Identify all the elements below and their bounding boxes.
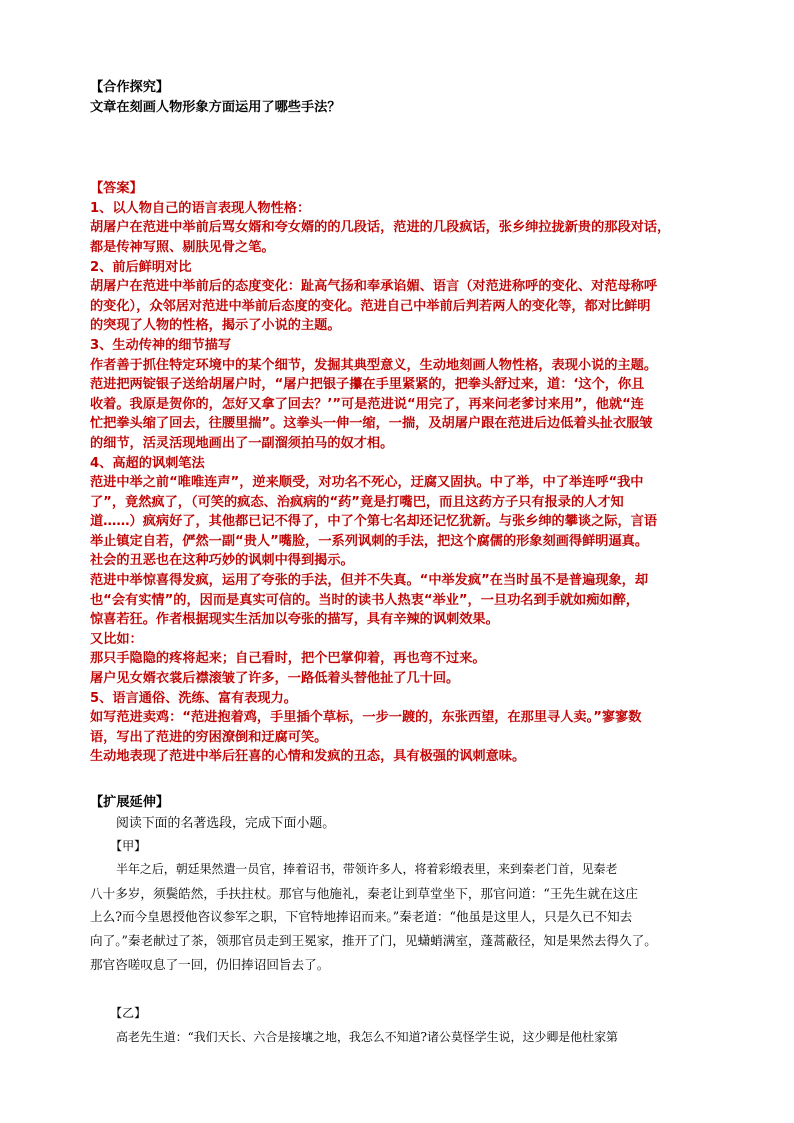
answer-line: 忙把拳头缩了回去，往腰里揣”。这拳头一伸一缩，一揣，及胡屠户跟在范进后边低着头扯衣服皱	[90, 416, 653, 432]
answer-line: 屠户见女婿衣裳后襟滚皱了许多，一路低着头替他扯了几十回。	[90, 671, 460, 687]
answer-line: 2、前后鲜明对比	[90, 259, 192, 275]
answer-line: 3、生动传神的细节描写	[90, 337, 232, 353]
answer-line: 生动地表现了范进中举后狂喜的心情和发疯的丑态，具有极强的讽刺意味。	[90, 749, 526, 765]
answer-body	[90, 199, 710, 767]
jia-line: 半年之后，朝廷果然遣一员官，捧着诏书，带领许多人，将着彩缎表里，来到秦老门首，见秦老	[116, 862, 618, 877]
jia-line: 上么?而今皇恩授他咨议参军之职，下官特地捧诏而来。”秦老道：“他虽是这里人，只是久已不知去	[90, 909, 633, 925]
yi-line: 高老先生道：“我们天长、六合是接壤之地，我怎么不知道?诸公莫怪学生说，这少卿是他杜家第	[116, 1029, 618, 1044]
extend-heading: 【扩展延伸】	[90, 795, 170, 810]
answer-line: 作者善于抓住特定环境中的某个细节，发掘其典型意义，生动地刻画人物性格，表现小说的主题。	[90, 357, 658, 373]
answer-line: 5、语言通俗、洗练、富有表现力。	[90, 690, 297, 706]
answer-line: 了”，竟然疯了，（可笑的疯态、治疯病的“药”竟是打嘴巴，而且这药方子只有报录的人才知	[90, 494, 624, 510]
answer-line: 又比如：	[90, 631, 143, 647]
answer-line: 胡屠户在范进中举前后的态度变化：趾高气扬和奉承谄媚、语言（对范进称呼的变化、对范母称呼	[90, 279, 658, 295]
jia-line: 向了。”秦老献过了茶，领那官员走到王冕家，推开了门，见蟏蛸满室，蓬蒿蔽径，知是果然去得久了。	[90, 932, 657, 948]
answer-line: 的细节，活灵活现地画出了一副溜须拍马的奴才相。	[90, 435, 394, 451]
jia-label: 【甲】	[110, 838, 147, 853]
answer-line: 的突现了人物的性格，揭示了小说的主题。	[90, 318, 341, 334]
answer-line: 的变化），众邻居对范进中举前后态度的变化。范进自己中举前后判若两人的变化等，都对比鲜明	[90, 298, 651, 314]
answer-line: 范进把两锭银子送给胡屠户时，“屠户把银子攥在手里紧紧的，把拳头舒过来，道：‘这个，你且	[90, 377, 645, 393]
coop-question: 文章在刻画人物形象方面运用了哪些手法？	[90, 99, 341, 115]
answer-line: 惊喜若狂。作者根据现实生活加以夸张的描写，具有辛辣的讽刺效果。	[90, 612, 499, 628]
answer-line: 如写范进卖鸡：“范进抱着鸡，手里插个草标，一步一踱的，东张西望，在那里寻人卖。”寥寥数	[90, 710, 642, 726]
answer-line: 4、高超的讽刺笔法	[90, 455, 205, 471]
answer-line: 举止镇定自若，俨然一副“贵人”嘴脸，一系列讽刺的手法，把这个腐儒的形象刻画得鲜明逼真。	[90, 533, 649, 549]
page-content	[90, 78, 710, 1049]
jia-passage	[90, 858, 710, 976]
answer-line: 胡屠户在范进中举前后骂女婿和夸女婿的的几段话，范进的几段疯话，张乡绅拉拢新贵的那段对话，	[90, 220, 671, 236]
yi-passage	[90, 1026, 710, 1050]
extend-instruction: 阅读下面的名著选段，完成下面小题。	[116, 815, 336, 831]
answer-line: 语，写出了范进的穷困潦倒和迂腐可笑。	[90, 729, 328, 745]
answer-line: 道……）疯病好了，其他都已记不得了，中了个第七名却还记忆犹新。与张乡绅的攀谈之际，言语	[90, 514, 658, 530]
coop-heading: 【合作探究】	[90, 80, 170, 95]
answer-line: 收着。我原是贺你的，怎好又拿了回去？’”可是范进说“用完了，再来问老爹讨来用”，他就“连	[90, 396, 644, 412]
answer-line: 也“会有实情”的，因而是真实可信的。当时的读书人热衷“举业”，一旦功名到手就如痴如醉，	[90, 592, 639, 608]
answer-line: 范进中举之前“唯唯连声”，逆来顺受，对功名不死心，迂腐又固执。中了举，中了举连呼“我中	[90, 475, 644, 491]
yi-label: 【乙】	[110, 1006, 147, 1021]
answer-line: 都是传神写照、剔肤见骨之笔。	[90, 239, 275, 255]
answer-line: 范进中举惊喜得发疯，运用了夸张的手法，但并不失真。“中举发疯”在当时虽不是普遍现象，却	[90, 573, 649, 589]
answer-heading: 【答案】	[90, 181, 143, 197]
answer-line: 社会的丑恶也在这种巧妙的讽刺中得到揭示。	[90, 553, 354, 569]
jia-line: 八十多岁，须鬓皓然，手扶拄杖。那官与他施礼，秦老让到草堂坐下，那官问道：“王先生就在这庄	[90, 885, 638, 901]
answer-line: 那只手隐隐的疼将起来；自己看时，把个巴掌仰着，再也弯不过来。	[90, 651, 486, 667]
jia-line: 那官咨嗟叹息了一回，仍旧捧诏回旨去了。	[90, 956, 330, 972]
answer-line: 1、以人物自己的语言表现人物性格：	[90, 200, 311, 216]
